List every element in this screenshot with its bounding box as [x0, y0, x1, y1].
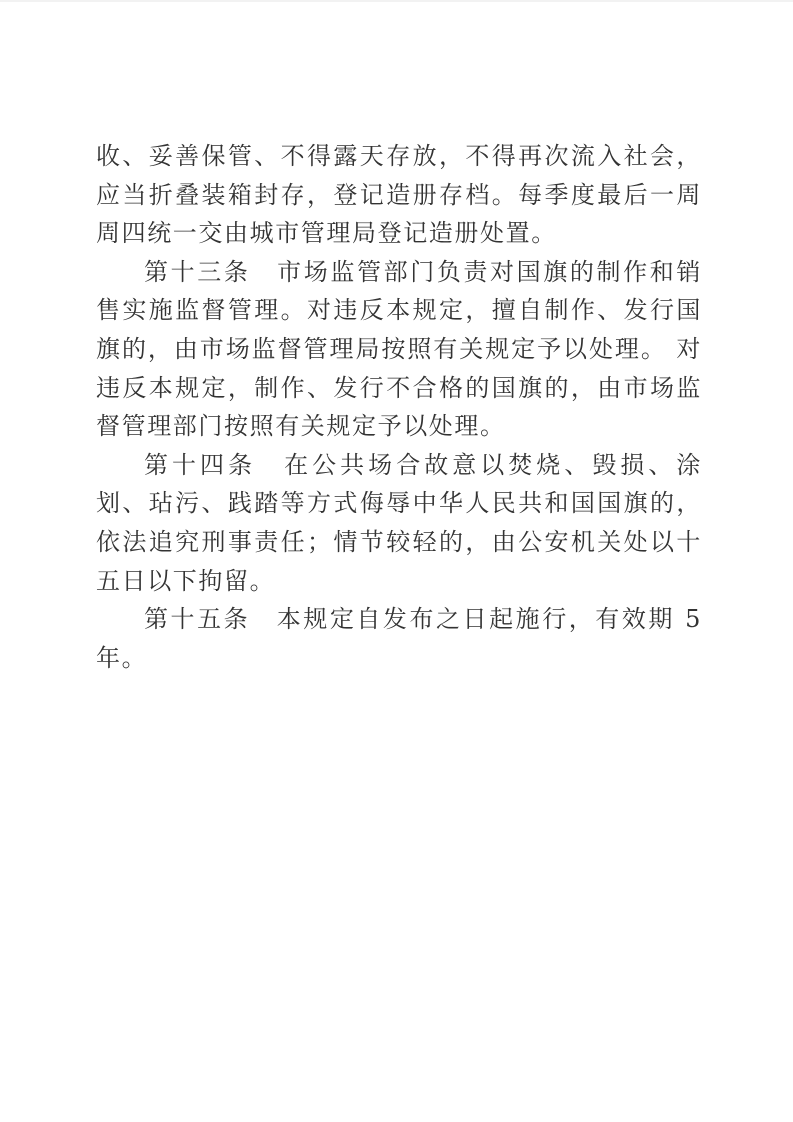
document-body — [96, 137, 702, 677]
paragraph-article-13: 第十三条 市场监管部门负责对国旗的制作和销售实施监督管理。对违反本规定，擅自制作、发行国旗的，由市场监督管理局按照有关规定予以处理。 对违反本规定，制作、发行不合格的国旗的，由市场监督管理部门按照有关规定予以处理。 — [96, 257, 702, 441]
paragraph-continuation: 收、妥善保管、不得露天存放，不得再次流入社会，应当折叠装箱封存，登记造册存档。每季度最后一周周四统一交由城市管理局登记造册处置。 — [96, 142, 702, 248]
paragraph-article-15: 第十五条 本规定自发布之日起施行，有效期 5 年。 — [96, 605, 702, 672]
paragraph-article-14: 第十四条 在公共场合故意以焚烧、毁损、涂划、玷污、践踏等方式侮辱中华人民共和国国旗的，依法追究刑事责任；情节较轻的，由公安机关处以十五日以下拘留。 — [96, 450, 702, 595]
scan-edge-artifact — [0, 0, 793, 2]
